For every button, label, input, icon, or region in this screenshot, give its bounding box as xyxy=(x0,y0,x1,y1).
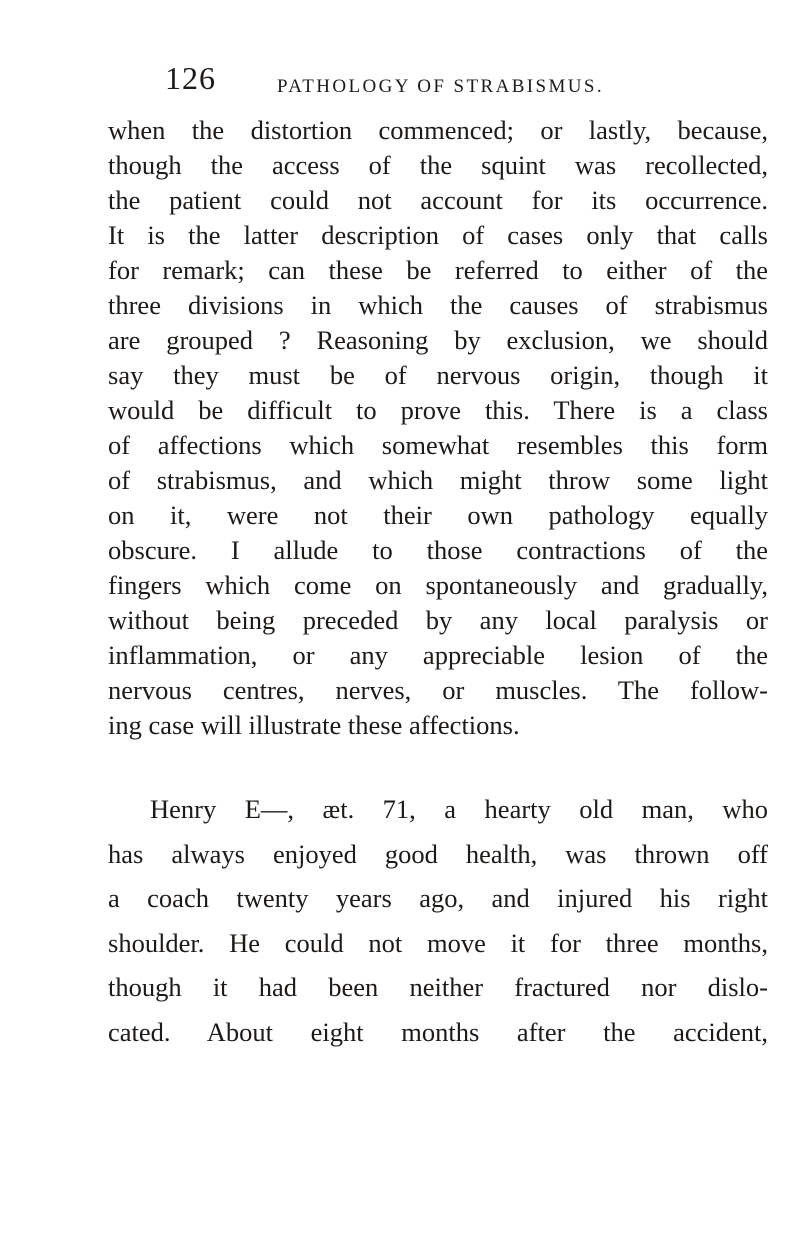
page-number: 126 xyxy=(165,60,216,96)
text-line: It is the latter description of cases only that calls xyxy=(108,220,768,250)
text-line: three divisions in which the causes of strabismus xyxy=(108,290,768,320)
text-line: inflammation, or any appreciable lesion of the xyxy=(108,640,768,670)
text-line: of strabismus, and which might throw some light xyxy=(108,465,768,495)
text-line: when the distortion commenced; or lastly, because, xyxy=(108,115,768,145)
page-header xyxy=(165,62,765,110)
text-line: of affections which somewhat resembles this form xyxy=(108,430,768,460)
paragraph-1 xyxy=(108,113,768,743)
text-line: obscure. I allude to those contractions of the xyxy=(108,535,768,565)
text-line: say they must be of nervous origin, though it xyxy=(108,360,768,390)
text-line: ing case will illustrate these affections. xyxy=(108,710,520,740)
text-line: nervous centres, nerves, or muscles. The follow- xyxy=(108,675,768,705)
text-line: on it, were not their own pathology equally xyxy=(108,500,768,530)
running-title: PATHOLOGY OF STRABISMUS. xyxy=(277,76,605,97)
text-line: for remark; can these be referred to either of the xyxy=(108,255,768,285)
text-line: without being preceded by any local paralysis or xyxy=(108,605,768,635)
text-line: shoulder. He could not move it for three months, xyxy=(108,927,768,958)
text-line: cated. About eight months after the accident, xyxy=(108,1016,768,1047)
text-line: though the access of the squint was recollected, xyxy=(108,150,768,180)
text-line: the patient could not account for its occurrence. xyxy=(108,185,768,215)
text-line: a coach twenty years ago, and injured his right xyxy=(108,883,768,913)
text-line: would be difficult to prove this. There is a class xyxy=(108,395,768,425)
text-line: though it had been neither fractured nor dislo- xyxy=(108,972,768,1002)
text-line: fingers which come on spontaneously and gradually, xyxy=(108,570,768,600)
text-line: are grouped ? Reasoning by exclusion, we should xyxy=(108,325,768,355)
paragraph-2 xyxy=(108,787,768,1054)
text-line: Henry E—, æt. 71, a hearty old man, who xyxy=(150,794,768,824)
text-line: has always enjoyed good health, was thrown off xyxy=(108,838,768,869)
